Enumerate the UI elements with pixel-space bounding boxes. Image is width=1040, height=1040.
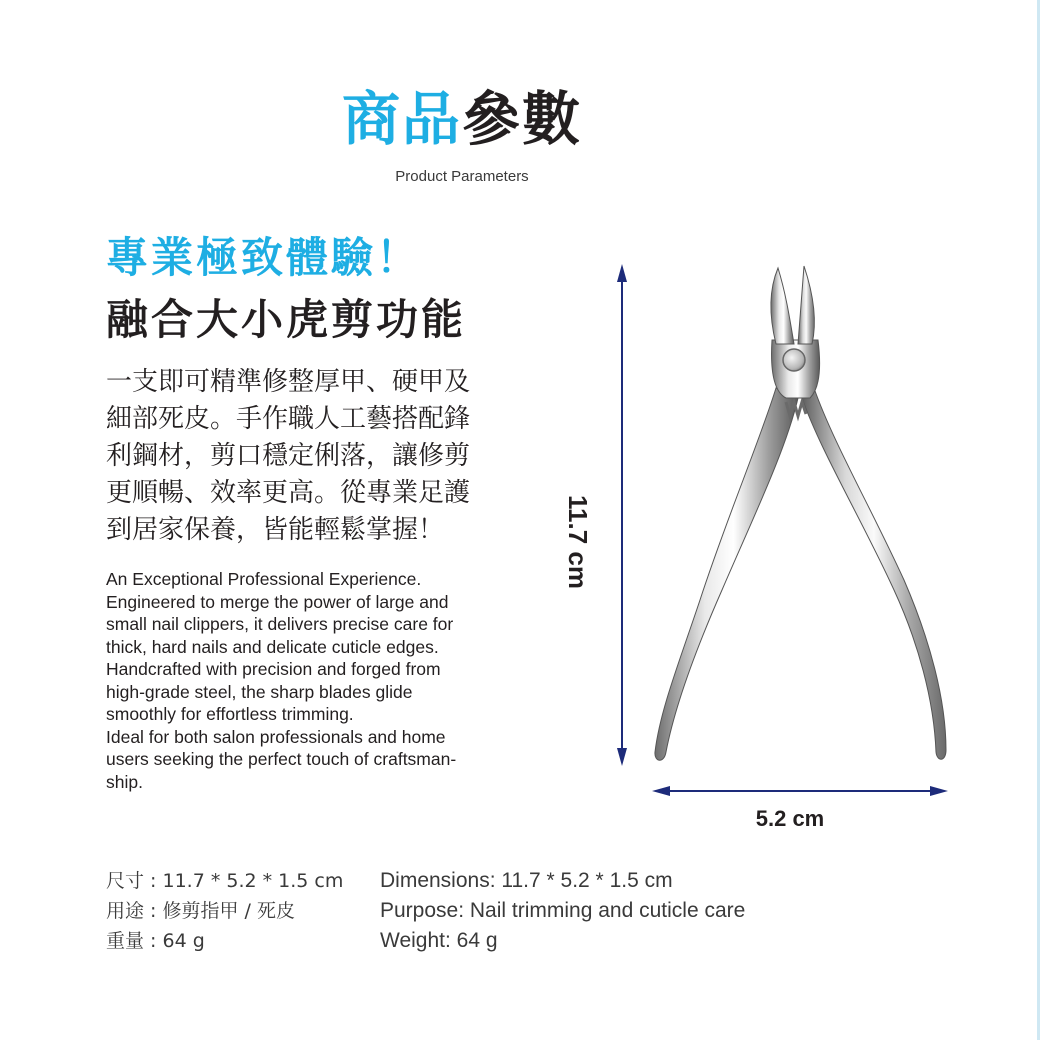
spec-size-zh: 尺寸 : 11.7 * 5.2 * 1.5 cm — [106, 870, 344, 892]
arrow-down-icon — [617, 748, 627, 766]
description-zh-line: 到居家保養，皆能輕鬆掌握！ — [106, 515, 445, 545]
description-en-line: Handcrafted with precision and forged from — [106, 659, 441, 679]
pivot-screw — [783, 349, 805, 371]
spec-purpose-zh: 用途 : 修剪指甲 / 死皮 — [106, 900, 295, 922]
right-jaw — [798, 266, 814, 344]
specs-zh — [106, 866, 343, 956]
arrow-right-icon — [930, 786, 948, 796]
headline-primary: 專業極致體驗！ — [106, 233, 422, 282]
description-en-line: small nail clippers, it delivers precise care for — [106, 614, 454, 634]
height-dimension-label: 11.7 cm — [563, 495, 593, 589]
page-title-dark: 參數 — [462, 85, 583, 153]
width-dimension-label: 5.2 cm — [755, 806, 825, 831]
arrow-left-icon — [652, 786, 670, 796]
headline-secondary: 融合大小虎剪功能 — [106, 295, 467, 344]
page-title-accent: 商品 — [341, 85, 462, 153]
left-handle — [655, 388, 798, 760]
spec-weight-zh: 重量 : 64 g — [106, 930, 205, 952]
description-zh-line: 更順暢、效率更高。從專業足護 — [106, 478, 471, 508]
page-subtitle: Product Parameters — [395, 168, 529, 185]
spec-size-en: Dimensions: 11.7 * 5.2 * 1.5 cm — [380, 869, 673, 892]
description-en-line: An Exceptional Professional Experience. — [106, 569, 422, 589]
spec-purpose-en: Purpose: Nail trimming and cuticle care — [380, 899, 746, 922]
description-zh-line: 一支即可精準修整厚甲、硬甲及 — [106, 367, 471, 397]
width-dimension-line — [652, 786, 948, 796]
spec-weight-en: Weight: 64 g — [380, 929, 498, 952]
description-en-line: users seeking the perfect touch of craftsman- — [106, 749, 457, 769]
description-en-line: ship. — [106, 771, 143, 792]
description-en-line: high-grade steel, the sharp blades glide — [106, 681, 413, 702]
right-handle — [802, 388, 946, 759]
arrow-up-icon — [617, 264, 627, 282]
description-en-line: smoothly for effortless trimming. — [106, 704, 354, 724]
description-zh-line: 細部死皮。手作職人工藝搭配鋒 — [106, 404, 471, 434]
description-en-line: Engineered to merge the power of large and — [106, 591, 449, 612]
left-jaw — [771, 268, 794, 344]
description-en-line: thick, hard nails and delicate cuticle edges. — [106, 636, 439, 657]
height-dimension-line — [617, 264, 627, 766]
description-en-line: Ideal for both salon professionals and home — [106, 726, 446, 747]
specs-en — [380, 866, 745, 956]
description-zh-line: 利鋼材，剪口穩定俐落，讓修剪 — [106, 441, 471, 471]
